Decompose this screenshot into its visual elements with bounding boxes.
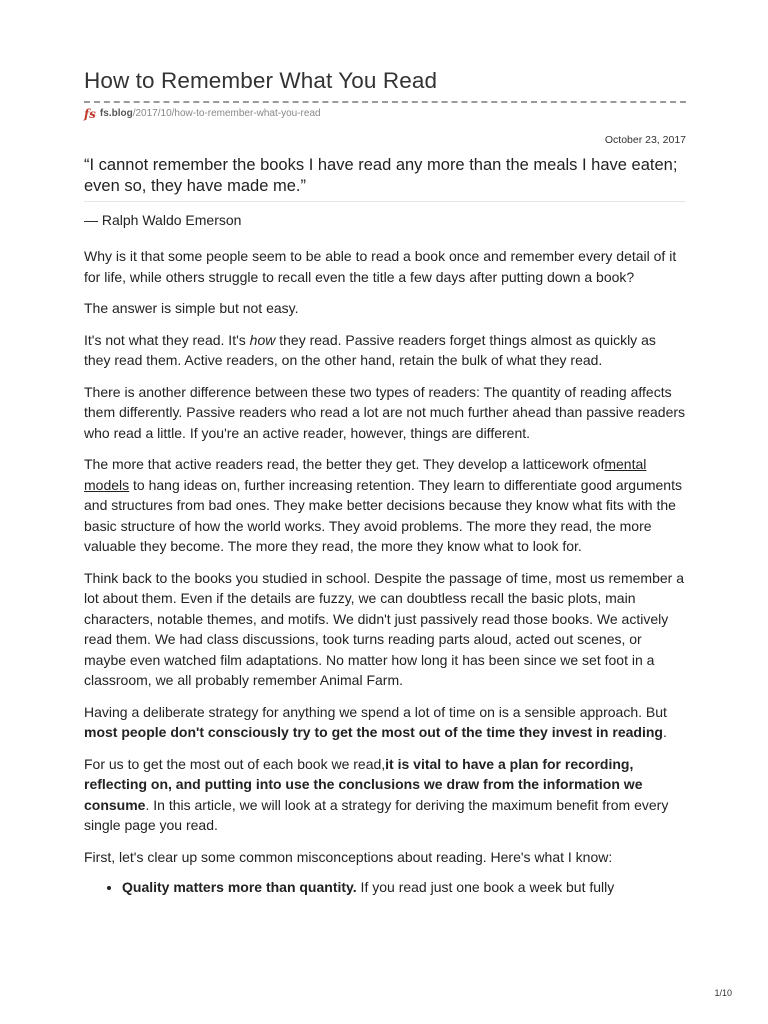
paragraph-3: It's not what they read. It's how they read. Passive readers forget things almost as quickly as they read them. Active readers, on the other hand, retain the bulk of what they read. — [84, 331, 656, 368]
article — [84, 66, 686, 898]
misconceptions-list — [84, 877, 686, 898]
source-line — [84, 107, 686, 121]
paragraph-5: The more that active readers read, the better they get. They develop a latticework ofmental models to hang ideas on, further increasing retention. They learn to differentiate good arguments and structures from bad ones. They make better decisions because they know what fits with the basic structure of how the world works. They avoid problems. The more they read, the more valuable they become. The more they read, the more they know what to look for. — [84, 456, 682, 554]
mental-models-link[interactable]: mental models — [84, 456, 647, 493]
emphasis-how: how — [249, 331, 276, 348]
paragraph-4: There is another difference between these two types of readers: The quantity of reading affects them differently. Passive readers who read a lot are not much further ahead than passive readers who read a little. If you're an active reader, however, things are different. — [84, 383, 686, 441]
page-title: How to Remember What You Read — [84, 68, 438, 93]
bold-text: most people don't consciously try to get the most out of the time they invest in reading — [84, 724, 663, 740]
quote-attribution: — Ralph Waldo Emerson — [84, 212, 242, 228]
article-date: October 23, 2017 — [604, 134, 686, 146]
paragraph-7: Having a deliberate strategy for anything we spend a lot of time on is a sensible approach. But most people don't consciously try to get the most out of the time they invest in reading. — [84, 703, 667, 740]
page-number: 1/10 — [714, 988, 732, 998]
paragraph-9: First, let's clear up some common misconceptions about reading. Here's what I know: — [84, 848, 613, 865]
list-item: • Quality matters more than quantity. If you read just one book a week but fully — [122, 877, 686, 898]
paragraph-6: Think back to the books you studied in school. Despite the passage of time, most us remember a lot about them. Even if the details are fuzzy, we can doubtless recall the basic plots, main characters, notable themes, and motifs. We didn't just passively read those books. We actively read them. We had class discussions, took turns reading parts aloud, acted out scenes, or maybe even watched film adaptations. No matter how long it has been since we set foot in a classroom, we all probably remember Animal Farm. — [84, 569, 684, 688]
bold-text: it is vital to have a plan for recording, reflecting on, and putting into use the conclusions we draw from the information we consume — [84, 755, 643, 813]
source-domain-link[interactable]: fs.blog — [99, 108, 133, 119]
source-path: /2017/10/how-to-remember-what-you-read — [132, 108, 321, 119]
fs-logo-icon: fs — [84, 107, 96, 121]
paragraph-2: The answer is simple but not easy. — [84, 300, 299, 316]
epigraph-quote: “I cannot remember the books I have read any more than the meals I have eaten; even so, they have made me.” — [84, 155, 686, 202]
paragraph-8: For us to get the most out of each book we read,it is vital to have a plan for recording, reflecting on, and putting into use the conclusions we draw from the information we consume. In this article, we will look at a strategy for deriving the maximum benefit from every single page you read. — [84, 755, 669, 833]
paragraph-1: Why is it that some people seem to be able to read a book once and remember every detail of it for life, while others struggle to recall even the title a few days after putting down a book? — [84, 248, 677, 285]
title-divider — [84, 101, 686, 103]
